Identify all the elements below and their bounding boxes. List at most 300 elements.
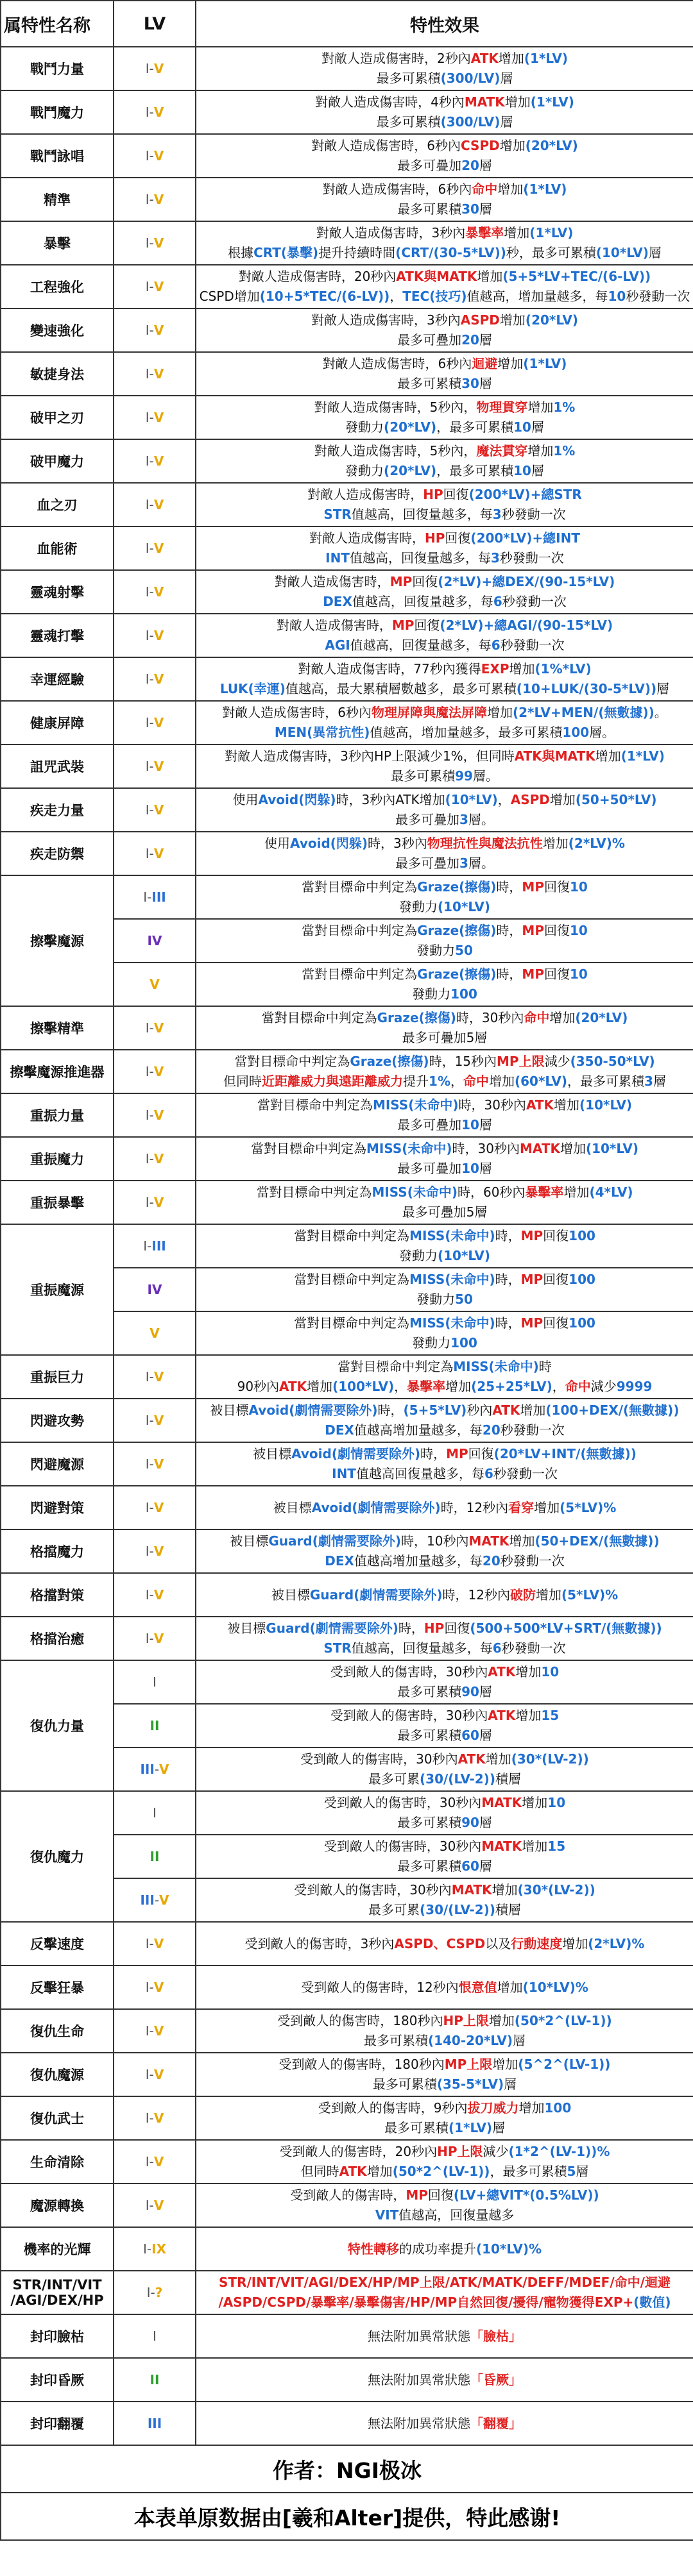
level-segment: - xyxy=(149,1151,154,1166)
level-segment: V xyxy=(153,148,164,164)
level-segment: I xyxy=(145,541,150,556)
trait-name: 封印翻覆 xyxy=(1,2402,114,2445)
effect-text: 發動力 xyxy=(416,943,456,958)
highlight-stat: 命中 xyxy=(463,1073,489,1089)
table-row xyxy=(1,570,693,614)
highlight-value: Graze(擦傷) xyxy=(417,879,497,895)
effect-text: 增加 xyxy=(497,356,524,371)
effect-text: 增加 xyxy=(534,1499,560,1515)
highlight-stat: /ASPD/CSPD/暴擊率/暴擊傷害/HP/MP自然回復/擾得/寵物獲得EXP+ xyxy=(218,2294,634,2310)
effect-line xyxy=(199,1052,690,1072)
effect-text: 對敵人造成傷害時， xyxy=(309,530,425,546)
highlight-value: (5*LV)% xyxy=(561,1587,619,1603)
effect-text: 最多可疊加 xyxy=(397,158,462,173)
level-segment: I xyxy=(145,759,150,774)
effect-text: 當對目標命中判定為 xyxy=(261,1010,377,1025)
trait-name: 擦擊魔源 xyxy=(1,875,114,1006)
highlight-value: MISS(未命中) xyxy=(409,1228,495,1243)
trait-effect xyxy=(196,1747,693,1791)
highlight-stat: HP xyxy=(423,487,443,502)
effect-line xyxy=(199,1028,690,1048)
table-row xyxy=(1,1355,693,1399)
trait-level xyxy=(114,1486,196,1529)
effect-line xyxy=(199,854,690,873)
level-segment: - xyxy=(149,453,154,469)
effect-text: 秒發動一次 xyxy=(500,1422,565,1438)
highlight-stat: 看穿 xyxy=(508,1499,535,1515)
trait-level xyxy=(114,1791,196,1835)
effect-line xyxy=(199,1464,690,1484)
trait-effect xyxy=(196,1268,693,1311)
trait-name: 戰鬥力量 xyxy=(1,47,114,90)
level-segment: I xyxy=(145,1500,150,1515)
effect-line xyxy=(199,810,690,830)
trait-level xyxy=(114,1835,196,1878)
level-segment: V xyxy=(153,2154,164,2169)
highlight-value: Graze(擦傷) xyxy=(417,923,497,938)
trait-name: 重振暴擊 xyxy=(1,1181,114,1224)
highlight-stat: MP xyxy=(522,879,544,895)
table-row xyxy=(1,1050,693,1093)
level-segment: - xyxy=(149,366,154,382)
effect-line xyxy=(199,2205,690,2225)
effect-text: 秒發動一次 xyxy=(493,1466,558,1481)
highlight-value: 90 xyxy=(461,1684,479,1699)
effect-text: 層 xyxy=(500,114,513,130)
effect-line xyxy=(199,92,690,112)
highlight-value: 15 xyxy=(541,1708,560,1723)
trait-effect xyxy=(196,2358,693,2402)
table-header-row xyxy=(1,1,693,47)
effect-text: 層 xyxy=(479,1858,492,1874)
level-segment: V xyxy=(153,235,164,251)
trait-name: 閃避魔源 xyxy=(1,1442,114,1486)
highlight-stat: ATK xyxy=(470,51,499,66)
highlight-value: 3 xyxy=(459,812,468,827)
highlight-stat: EXP xyxy=(481,661,509,677)
effect-line xyxy=(199,1900,690,1920)
table-row xyxy=(1,308,693,352)
highlight-stat: ATK xyxy=(488,1664,516,1679)
effect-text: 增加 xyxy=(445,1379,472,1394)
effect-text: 時， xyxy=(420,1446,447,1461)
effect-line xyxy=(199,834,690,854)
trait-level xyxy=(114,1311,196,1355)
table-body xyxy=(1,47,693,2445)
trait-name: 反擊狂暴 xyxy=(1,1966,114,2009)
effect-text: 最多可疊加 xyxy=(397,1161,462,1176)
highlight-stat: 物理貫穿 xyxy=(476,400,528,415)
highlight-value: (2*LV+MEN/(無數據)) xyxy=(512,705,654,720)
level-segment: V xyxy=(153,497,164,512)
highlight-stat: 恨意值 xyxy=(458,1979,497,1995)
highlight-value: (50*2^(LV-1)) xyxy=(514,2013,612,2028)
highlight-stat: 命中 xyxy=(472,181,498,197)
effect-line xyxy=(199,1585,690,1605)
effect-text: 增加 xyxy=(504,94,531,110)
effect-line xyxy=(199,1401,690,1420)
effect-line xyxy=(199,790,690,810)
level-segment: V xyxy=(153,1456,164,1472)
trait-level xyxy=(114,1268,196,1311)
trait-effect xyxy=(196,1181,693,1224)
effect-text: 回復 xyxy=(414,618,440,633)
level-segment: I xyxy=(145,2023,150,2039)
effect-text: 增加 xyxy=(485,1751,511,1767)
effect-text: 當對目標命中判定為 xyxy=(302,966,418,982)
level-segment: - xyxy=(149,2154,154,2169)
highlight-value: (數值) xyxy=(633,2294,671,2310)
effect-text: 最多可累積 xyxy=(384,2120,449,2135)
table-row xyxy=(1,657,693,701)
trait-level xyxy=(114,352,196,396)
level-segment: V xyxy=(153,61,164,76)
effect-text: 回復 xyxy=(543,1272,569,1287)
level-segment: V xyxy=(153,1064,164,1079)
trait-effect xyxy=(196,1093,693,1137)
effect-text: 時， xyxy=(495,1272,521,1287)
effect-text: 增加 xyxy=(535,1587,561,1603)
effect-text: 回復 xyxy=(543,879,570,895)
effect-text: 發動力 xyxy=(412,986,451,1002)
highlight-stat: 物理屏障與魔法屏障 xyxy=(371,705,487,720)
trait-name: 反擊速度 xyxy=(1,1922,114,1966)
highlight-stat: 破防 xyxy=(509,1587,536,1603)
trait-name: 血之刃 xyxy=(1,483,114,526)
level-segment: V xyxy=(153,1020,164,1036)
effect-text: 當對目標命中判定為 xyxy=(256,1184,372,1200)
effect-line xyxy=(199,310,690,330)
level-segment: - xyxy=(149,628,154,643)
trait-name: 重振巨力 xyxy=(1,1355,114,1399)
effect-line xyxy=(199,505,690,525)
effect-text: ， xyxy=(450,1073,463,1089)
highlight-value: Guard(劇情需要除外) xyxy=(268,1533,402,1549)
table-row xyxy=(1,1093,693,1137)
highlight-value: (350-50*LV) xyxy=(570,1054,655,1069)
effect-text: 回復 xyxy=(543,923,570,938)
effect-line xyxy=(199,2273,690,2293)
trait-effect xyxy=(196,875,693,919)
highlight-value: DEX xyxy=(325,1422,354,1438)
table-row xyxy=(1,352,693,396)
effect-text: 最多可疊加 xyxy=(395,855,460,871)
level-segment: - xyxy=(149,1631,154,1646)
level-segment: IV xyxy=(147,933,162,948)
trait-level xyxy=(114,396,196,439)
footer-credit-row xyxy=(1,2493,693,2540)
effect-line xyxy=(199,2011,690,2031)
effect-line xyxy=(199,398,690,417)
level-segment: V xyxy=(153,1107,164,1123)
effect-text: 增加 xyxy=(497,1979,523,1995)
level-segment: V xyxy=(153,410,164,425)
effect-text: 最多可累積 xyxy=(397,1815,462,1830)
trait-level xyxy=(114,1878,196,1922)
highlight-value: (1*LV) xyxy=(530,94,574,110)
highlight-stat: HP xyxy=(425,530,445,546)
trait-level xyxy=(114,2096,196,2140)
level-segment: - xyxy=(149,2198,154,2213)
trait-effect xyxy=(196,2053,693,2096)
highlight-value: 20 xyxy=(461,332,479,348)
effect-line xyxy=(199,1420,690,1440)
effect-text: 層 xyxy=(653,1073,666,1089)
effect-text: 時，15秒內 xyxy=(429,1054,497,1069)
trait-name: 格擋治癒 xyxy=(1,1617,114,1660)
trait-level xyxy=(114,2358,196,2402)
highlight-stat: MATK xyxy=(468,1533,509,1549)
table-row xyxy=(1,1966,693,2009)
effect-text: 受到敵人的傷害時，12秒內 xyxy=(301,1979,459,1995)
effect-line xyxy=(199,1531,690,1551)
effect-text: 對敵人造成傷害時，5秒內， xyxy=(314,443,477,459)
highlight-value: (5^2^(LV-1)) xyxy=(518,2057,611,2072)
effect-text: 提升 xyxy=(403,1073,429,1089)
effect-line xyxy=(199,354,690,374)
trait-level xyxy=(114,1181,196,1224)
level-segment: V xyxy=(153,671,164,687)
effect-text: 當對目標命中判定為 xyxy=(234,1054,350,1069)
highlight-value: (1*LV) xyxy=(523,356,567,371)
effect-text: 回復 xyxy=(543,1228,569,1243)
author-credit: 作者：NGI极冰 xyxy=(1,2445,693,2493)
trait-level xyxy=(114,2227,196,2271)
level-segment: V xyxy=(153,1195,164,1210)
effect-line xyxy=(199,461,690,481)
trait-effect xyxy=(196,1660,693,1704)
level-segment: I xyxy=(145,366,150,382)
effect-text: 當對目標命中判定為 xyxy=(294,1272,410,1287)
level-segment: - xyxy=(149,1980,154,1995)
effect-line xyxy=(199,1159,690,1179)
highlight-value: Avoid(劇情需要除外) xyxy=(248,1402,378,1418)
trait-level xyxy=(114,1442,196,1486)
table-row xyxy=(1,265,693,308)
highlight-value: 3 xyxy=(492,507,502,522)
effect-text: 層 xyxy=(513,2033,526,2048)
highlight-value: AGI xyxy=(325,637,350,653)
effect-line xyxy=(199,1769,690,1789)
trait-effect xyxy=(196,396,693,439)
trait-level xyxy=(114,90,196,134)
effect-line xyxy=(199,1880,690,1900)
trait-effect xyxy=(196,1878,693,1922)
table-row xyxy=(1,2227,693,2271)
level-segment: V xyxy=(153,2023,164,2039)
highlight-value: (10*LV) xyxy=(437,899,491,914)
effect-text: 層。 xyxy=(472,768,499,784)
effect-text: 層 xyxy=(479,332,492,348)
effect-line xyxy=(199,964,690,984)
trait-level xyxy=(114,832,196,875)
trait-effect xyxy=(196,1966,693,2009)
effect-text: 秒內 xyxy=(466,1402,493,1418)
level-segment: V xyxy=(153,715,164,730)
level-segment: V xyxy=(153,105,164,120)
highlight-value: INT xyxy=(332,1466,356,1481)
effect-text: 增加 xyxy=(515,1664,542,1679)
level-segment: - xyxy=(149,1369,154,1385)
highlight-stat: 近距離威力與遠距離威力 xyxy=(262,1073,404,1089)
level-segment: - xyxy=(149,2023,154,2039)
effect-text: 回復 xyxy=(543,966,570,982)
effect-line xyxy=(199,2327,690,2346)
effect-text: 無法附加異常狀態 xyxy=(368,2415,470,2431)
highlight-value: (10*LV) xyxy=(595,245,649,260)
effect-text: 被目標 xyxy=(230,1533,269,1549)
trait-effect xyxy=(196,1617,693,1660)
effect-text: 增加 xyxy=(307,1379,333,1394)
effect-text: 層 xyxy=(479,1117,492,1132)
effect-text: 層。 xyxy=(468,812,494,827)
effect-text: 最多可累 xyxy=(368,1902,420,1917)
effect-text: 受到敵人的傷害時，9秒內 xyxy=(318,2100,468,2116)
highlight-stat: HP xyxy=(424,1621,445,1636)
effect-text: 值越高，回復量越多，每 xyxy=(350,637,492,653)
level-segment: V xyxy=(159,1892,169,1908)
level-segment: - xyxy=(149,1544,154,1559)
effect-text: 秒發動一次 xyxy=(500,637,565,653)
level-segment: I xyxy=(145,235,150,251)
level-segment: - xyxy=(149,1456,154,1472)
effect-line xyxy=(199,2055,690,2075)
table-row xyxy=(1,1181,693,1224)
highlight-value: MISS(未命中) xyxy=(372,1184,458,1200)
table-row xyxy=(1,1922,693,1966)
level-segment: I xyxy=(145,715,150,730)
table-row xyxy=(1,614,693,657)
trait-level xyxy=(114,1224,196,1268)
trait-effect xyxy=(196,1137,693,1181)
highlight-value: (10*LV) xyxy=(579,1097,633,1113)
effect-line xyxy=(199,766,690,786)
highlight-stat: MP上限 xyxy=(444,2057,493,2072)
effect-line xyxy=(199,1749,690,1769)
effect-text: 受到敵人的傷害時，20秒內 xyxy=(279,2144,438,2159)
trait-effect xyxy=(196,1922,693,1966)
effect-line xyxy=(199,1095,690,1115)
highlight-stat: MATK xyxy=(519,1141,560,1156)
effect-text: 增加 xyxy=(492,1882,518,1898)
effect-text: 增加 xyxy=(477,269,503,284)
highlight-value: (10*LV)% xyxy=(522,1979,588,1995)
highlight-value: (CRT/(30-5*LV)) xyxy=(395,245,506,260)
highlight-value: 20 xyxy=(482,1553,501,1569)
highlight-stat: MP上限 xyxy=(497,1054,545,1069)
effect-text: 層 xyxy=(479,158,492,173)
trait-effect xyxy=(196,1529,693,1573)
trait-level xyxy=(114,2314,196,2358)
trait-level xyxy=(114,1137,196,1181)
trait-level xyxy=(114,47,196,90)
effect-text: 秒發動一次 xyxy=(499,550,564,566)
table-row xyxy=(1,1399,693,1442)
highlight-value: Avoid(劇情需要除外) xyxy=(291,1446,421,1461)
trait-name: 生命清除 xyxy=(1,2140,114,2184)
effect-text: 時，30秒內 xyxy=(456,1010,524,1025)
trait-effect xyxy=(196,657,693,701)
highlight-value: 10 xyxy=(608,289,626,304)
trait-effect xyxy=(196,265,693,308)
highlight-value: (300/LV) xyxy=(440,71,501,86)
highlight-value: (LV+總VIT*(0.5%LV)) xyxy=(453,2187,599,2203)
effect-text: 發動力 xyxy=(398,899,438,914)
highlight-value: (200*LV)+總STR xyxy=(468,487,582,502)
trait-effect xyxy=(196,2314,693,2358)
level-segment: ? xyxy=(155,2285,163,2300)
effect-text: 增加 xyxy=(488,2013,515,2028)
effect-text: 層 xyxy=(479,1684,492,1699)
effect-line xyxy=(199,1008,690,1028)
level-segment: - xyxy=(154,1892,160,1908)
effect-text: 。 xyxy=(654,705,667,720)
highlight-value: (300/LV) xyxy=(440,114,501,130)
effect-line xyxy=(199,2370,690,2390)
level-segment: I xyxy=(145,323,150,338)
level-segment: - xyxy=(149,715,154,730)
highlight-value: 15 xyxy=(547,1839,566,1854)
table-row xyxy=(1,2184,693,2227)
level-segment: - xyxy=(150,2285,155,2300)
effect-text: 發動力 xyxy=(416,1292,456,1307)
effect-line xyxy=(199,180,690,199)
highlight-value: Graze(擦傷) xyxy=(350,1054,429,1069)
trait-level xyxy=(114,1573,196,1617)
highlight-value: Graze(擦傷) xyxy=(377,1010,456,1025)
effect-text: 增加 xyxy=(595,748,621,764)
level-segment: V xyxy=(153,1369,164,1385)
trait-effect xyxy=(196,832,693,875)
trait-name: 暴擊 xyxy=(1,221,114,265)
effect-text: 秒發動一次 xyxy=(502,594,567,609)
level-segment: II xyxy=(150,2372,160,2387)
effect-text: 增加 xyxy=(522,1839,548,1854)
trait-effect xyxy=(196,1442,693,1486)
effect-line xyxy=(199,723,690,743)
effect-line xyxy=(199,1333,690,1353)
effect-line xyxy=(199,287,690,307)
table-row xyxy=(1,1573,693,1617)
level-segment: - xyxy=(147,1238,152,1254)
highlight-stat: MP xyxy=(520,1272,543,1287)
effect-line xyxy=(199,1638,690,1658)
effect-text: 層。 xyxy=(468,855,494,871)
level-segment: I xyxy=(145,846,150,861)
level-segment: V xyxy=(153,366,164,382)
highlight-stat: ASPD、CSPD xyxy=(394,1935,486,1951)
level-segment: - xyxy=(147,889,152,905)
trait-level xyxy=(114,614,196,657)
effect-text: 回復 xyxy=(543,1315,569,1331)
level-segment: I xyxy=(145,584,150,600)
table-row xyxy=(1,1529,693,1573)
trait-effect xyxy=(196,745,693,788)
level-segment: V xyxy=(153,759,164,774)
effect-text: 時，30秒內 xyxy=(452,1141,520,1156)
highlight-value: 100 xyxy=(562,725,590,740)
level-segment: V xyxy=(153,1631,164,1646)
effect-text: 被目標 xyxy=(273,1499,312,1515)
effect-line xyxy=(199,1226,690,1246)
trait-effect xyxy=(196,570,693,614)
trait-effect xyxy=(196,614,693,657)
trait-effect xyxy=(196,1224,693,1268)
effect-text: 回復 xyxy=(443,487,469,502)
level-segment: I xyxy=(145,1413,150,1428)
highlight-stat: 魔法貫穿 xyxy=(476,443,528,459)
trait-level xyxy=(114,2184,196,2227)
